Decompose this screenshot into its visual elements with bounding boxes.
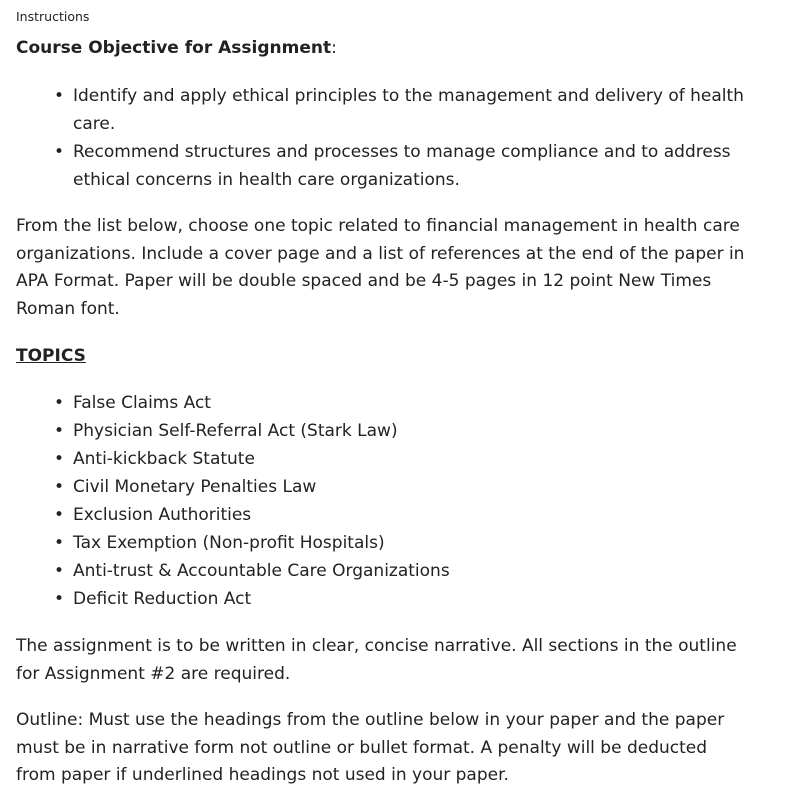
topics-heading: TOPICS xyxy=(16,346,86,366)
topic-item-deficit-reduction-act: • Deficit Reduction Act xyxy=(16,585,746,613)
instructions-label: Instructions xyxy=(16,9,90,24)
outline-requirements-paragraph: Outline: Must use the headings from the outline below in your paper and the paper must be in narrative form not outline or bullet format. A penalty will be deducted from paper if underlined headings not used in your paper. xyxy=(16,710,725,785)
course-objective-heading xyxy=(16,36,337,60)
topic-item-anti-trust-acos: • Anti-trust & Accountable Care Organizations xyxy=(16,557,746,585)
objective-item: • Identify and apply ethical principles to the management and delivery of health care. xyxy=(16,82,746,138)
objective-item: • Recommend structures and processes to manage compliance and to address ethical concerns in health care organizations. xyxy=(16,138,746,194)
topic-selection-instructions: From the list below, choose one topic related to financial management in health care organizations. Include a cover page and a list of references at the end of the paper in APA Format. Paper will be double spaced and be 4-5 pages in 12 point New Times Roman font. xyxy=(16,216,745,319)
assignment-requirements-paragraph: The assignment is to be written in clear, concise narrative. All sections in the outline for Assignment #2 are required. xyxy=(16,636,737,684)
topic-item-anti-kickback-statute: • Anti-kickback Statute xyxy=(16,445,746,473)
course-objective-heading-colon: : xyxy=(331,38,337,58)
topics-list xyxy=(16,389,746,613)
topic-item-exclusion-authorities: • Exclusion Authorities xyxy=(16,501,746,529)
course-objective-heading-text: Course Objective for Assignment xyxy=(16,38,332,58)
topic-item-stark-law: • Physician Self-Referral Act (Stark Law) xyxy=(16,417,746,445)
topic-item-civil-monetary-penalties-law: • Civil Monetary Penalties Law xyxy=(16,473,746,501)
course-objectives-list xyxy=(16,82,746,194)
topic-item-tax-exemption: • Tax Exemption (Non-profit Hospitals) xyxy=(16,529,746,557)
topic-item-false-claims-act: • False Claims Act xyxy=(16,389,746,417)
